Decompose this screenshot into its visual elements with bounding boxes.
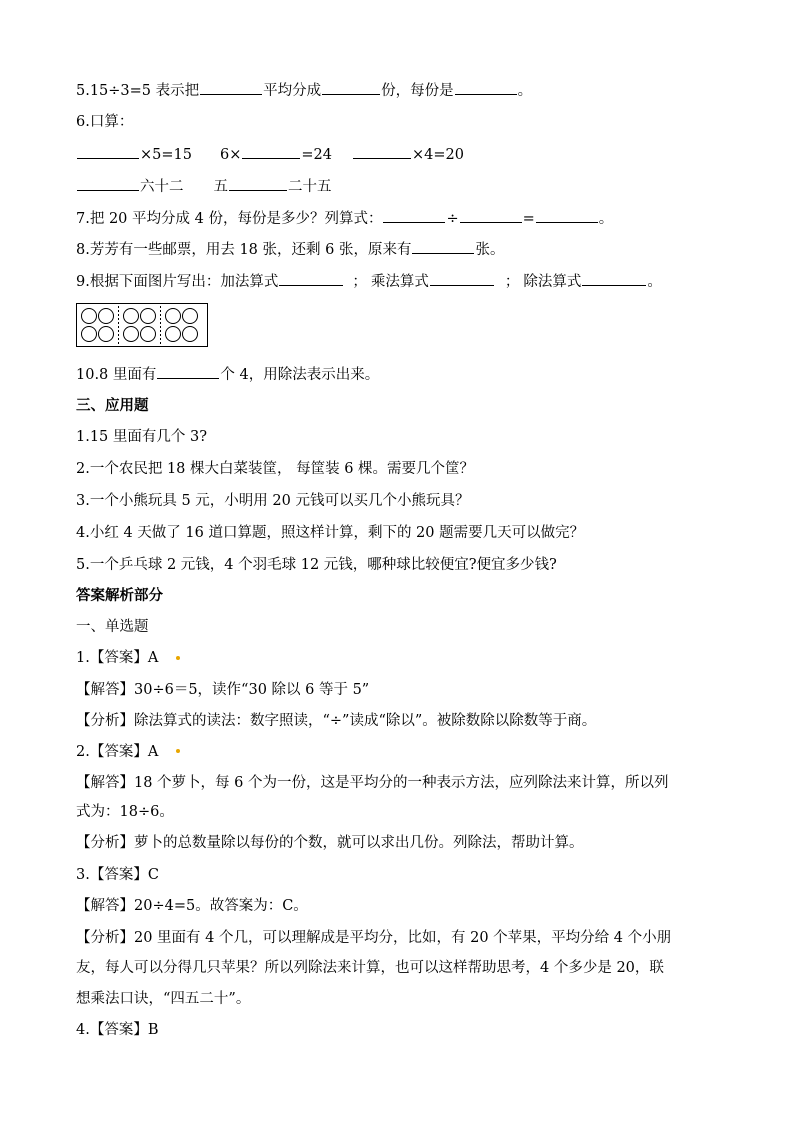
answer-blank[interactable]	[77, 144, 139, 159]
answer-blank[interactable]	[229, 176, 287, 191]
marker-dot	[176, 656, 180, 660]
word-problem: 3.一个小熊玩具 5 元，小明用 20 元钱可以买几个小熊玩具？	[76, 493, 470, 509]
answers-section-1-heading: 一、单选题	[76, 619, 149, 635]
q7-text-a: 7.把 20 平均分成 4 份，每份是多少？列算式：	[76, 211, 383, 227]
answer-2-explanation: 【解答】18 个萝卜，每 6 个为一份，这是平均分的一种表示方法，应列除法来计算，所以列	[76, 775, 669, 791]
answer-3-analysis-cont: 想乘法口诀，“四五二十”。	[76, 991, 251, 1007]
circle-groups-graphic	[77, 304, 207, 346]
q9-text-f: 。	[647, 274, 662, 290]
answer-blank[interactable]	[536, 208, 598, 223]
answer-blank[interactable]	[383, 208, 445, 223]
word-problem: 2.一个农民把 18 棵大白菜装筐， 每筐装 6 棵。需要几个筐？	[76, 461, 475, 477]
section-3-heading: 三、应用题	[76, 397, 149, 414]
q9-text-e: 除法算式	[523, 274, 582, 290]
q9-text-d: ；	[504, 274, 520, 290]
answer-blank[interactable]	[157, 364, 219, 379]
answer-blank[interactable]	[242, 144, 300, 159]
answer-2: 2.【答案】A	[76, 744, 159, 760]
answer-2-analysis: 【分析】萝卜的总数量除以每份的个数，就可以求出几份。列除法，帮助计算。	[76, 835, 584, 851]
q5-text-d: 。	[517, 83, 533, 99]
marker-dot	[176, 749, 180, 753]
answers-heading: 答案解析部分	[76, 587, 163, 604]
q8-text-a: 8.芳芳有一些邮票，用去 18 张，还剩 6 张，原来有	[76, 242, 412, 258]
word-problem: 5.一个乒乓球 2 元钱，4 个羽毛球 12 元钱，哪种球比较便宜?便宜多少钱?	[76, 557, 557, 573]
question-8	[76, 239, 504, 260]
q9-text-b: ；	[352, 274, 367, 290]
answer-1: 1.【答案】A	[76, 650, 159, 666]
answer-2-explanation-cont: 式为：18÷6。	[76, 804, 174, 820]
circle-groups-picture	[76, 303, 208, 347]
answer-blank[interactable]	[353, 144, 411, 159]
q7-text-d: 。	[598, 211, 614, 227]
q7-text-b: ÷	[446, 211, 459, 227]
q7-text-c: =	[522, 211, 535, 227]
q5-text-b: 平均分成	[263, 83, 322, 99]
answer-blank[interactable]	[412, 239, 474, 254]
question-6-title: 6.口算：	[76, 114, 134, 130]
q8-text-b: 张。	[475, 242, 505, 258]
q10-text-b: 个 4，用除法表示出来。	[220, 367, 380, 383]
answer-3-analysis-cont: 友，每人可以分得几只苹果？所以列除法来计算，也可以这样帮助思考，4 个多少是 20，联	[76, 960, 664, 976]
q6-row1-c: =24	[301, 147, 332, 163]
answer-blank[interactable]	[322, 80, 380, 95]
answer-blank[interactable]	[77, 176, 139, 191]
q10-text-a: 10.8 里面有	[76, 367, 157, 383]
q6-row2-b: 五	[213, 179, 228, 195]
answer-blank[interactable]	[460, 208, 522, 223]
answer-blank[interactable]	[200, 80, 262, 95]
q6-row1-d: ×4=20	[411, 147, 464, 163]
question-7	[76, 208, 613, 229]
q6-row2-c: 二十五	[288, 179, 332, 195]
q9-text-c: 乘法算式	[370, 274, 429, 290]
answer-blank[interactable]	[582, 271, 646, 286]
q5-text-c: 份，每份是	[381, 83, 454, 99]
answer-3-analysis: 【分析】20 里面有 4 个几，可以理解成是平均分，比如，有 20 个苹果，平均分给 4 个小朋	[76, 930, 672, 946]
question-9	[76, 271, 662, 292]
word-problem: 1.15 里面有几个 3?	[76, 429, 208, 445]
answer-3: 3.【答案】C	[76, 867, 159, 883]
answer-1-explanation: 【解答】30÷6＝5，读作“30 除以 6 等于 5”	[76, 682, 370, 698]
q6-row1-a: ×5=15	[140, 147, 192, 163]
q6-row1-b: 6×	[219, 147, 242, 163]
q6-row2-a: 六十二	[140, 179, 184, 195]
answer-4: 4.【答案】B	[76, 1022, 159, 1038]
question-6-row-1	[76, 144, 464, 165]
answer-blank[interactable]	[430, 271, 494, 286]
question-6-row-2	[76, 176, 332, 197]
question-10	[76, 364, 379, 385]
answer-blank[interactable]	[279, 271, 343, 286]
answer-blank[interactable]	[455, 80, 517, 95]
question-5	[76, 80, 532, 101]
q9-text-a: 9.根据下面图片写出：加法算式	[76, 274, 279, 290]
q5-text-a: 5.15÷3=5 表示把	[76, 83, 200, 99]
word-problem: 4.小红 4 天做了 16 道口算题，照这样计算，剩下的 20 题需要几天可以做完？	[76, 525, 585, 541]
answer-3-explanation: 【解答】20÷4=5。故答案为：C。	[76, 898, 308, 914]
answer-1-analysis: 【分析】除法算式的读法：数字照读，“÷”读成“除以”。被除数除以除数等于商。	[76, 713, 597, 729]
